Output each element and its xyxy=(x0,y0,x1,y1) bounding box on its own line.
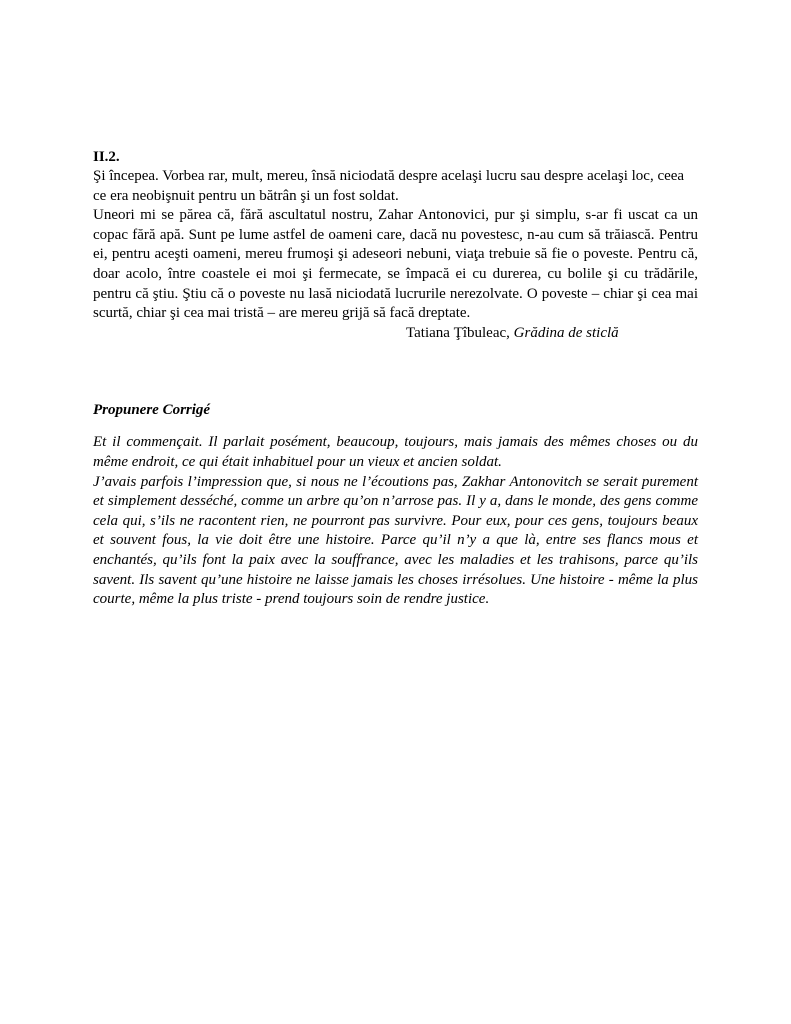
source-attribution xyxy=(93,324,698,344)
corrige-paragraph-1: Et il commençait. Il parlait posément, beaucoup, toujours, mais jamais des mêmes choses ou du même endroit, ce qui était inhabituel pour un vieux et ancien soldat. xyxy=(93,434,698,470)
corrige-text xyxy=(93,433,698,609)
attribution-author: Tatiana Ţîbuleac, xyxy=(406,324,510,341)
exercise-heading: II.2. xyxy=(93,149,120,165)
corrige-heading: Propunere Corrigé xyxy=(93,402,211,419)
source-paragraph-2: Uneori mi se părea că, fără ascultatul nostru, Zahar Antonovici, pur şi simplu, s-ar fi uscat ca un copac fără apă. Sunt pe lume astfel de oameni care, dacă nu povestesc, n-au cum să trăiască. Pentru ei, pentru aceşti oameni, mereu frumoşi şi adeseori nebuni, viaţa trebuie să fie o poveste. Pentru că, doar acolo, între coastele ei moi şi fermecate, se împacă ei cu durerea, cu bolile şi cu trădările, pentru că ştiu. Ştiu că o poveste nu lasă niciodată lucrurile nerezolvate. O poveste – chiar şi cea mai scurtă, chiar şi cea mai tristă – are mereu grijă să facă dreptate. xyxy=(93,207,698,322)
source-text xyxy=(93,167,698,324)
document-page xyxy=(93,148,698,610)
source-paragraph-1: Şi începea. Vorbea rar, mult, mereu, însă niciodată despre acelaşi lucru sau despre acelaşi loc, ceea ce era neobişnuit pentru un bătrân şi un fost soldat. xyxy=(93,168,685,204)
attribution-work: Grădina de sticlă xyxy=(513,324,619,341)
corrige-paragraph-2: J’avais parfois l’impression que, si nous ne l’écoutions pas, Zakhar Antonovitch se serait purement et simplement desséché, comme un arbre qu’on n’arrose pas. Il y a, dans le monde, des gens comme cela qui, s’ils ne racontent rien, ne pourront pas survivre. Pour eux, pour ces gens, toujours beaux et souvent fous, la vie doit être une histoire. Parce qu’il n’y a que là, entre ses flancs mous et enchantés, qu’ils font la paix avec la souffrance, avec les maladies et les trahisons, parce qu’ils savent. Ils savent qu’une histoire ne laisse jamais les choses irrésolues. Une histoire - même la plus courte, même la plus triste - prend toujours soin de rendre justice. xyxy=(93,473,698,608)
